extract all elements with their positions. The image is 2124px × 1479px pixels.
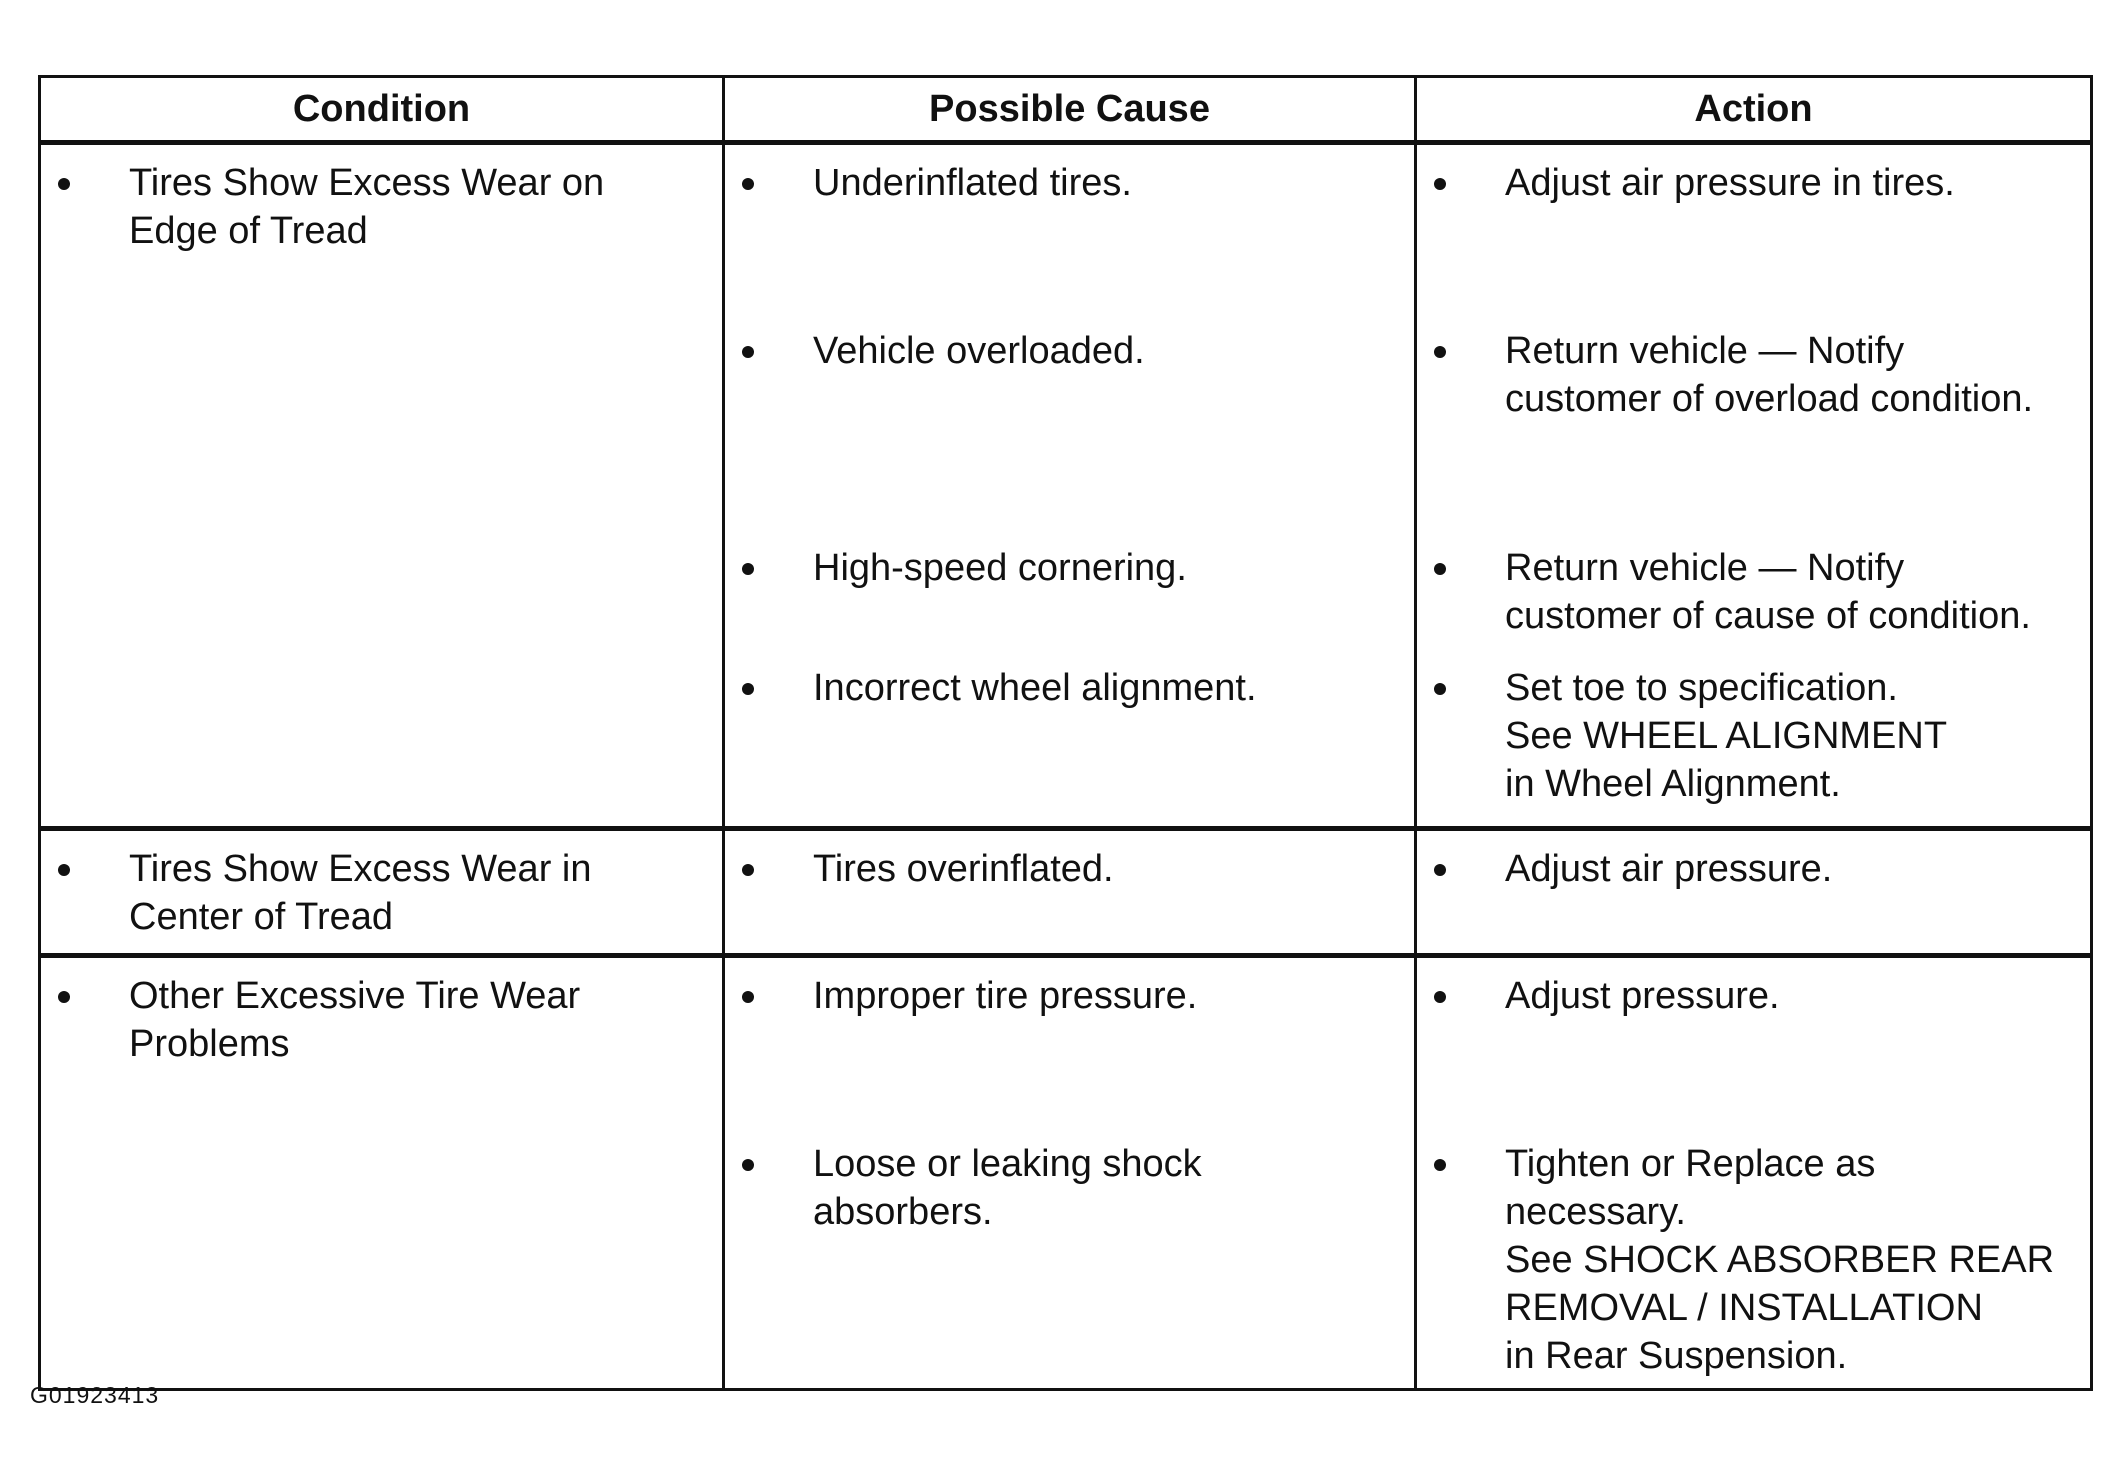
action-text: customer of cause of condition. — [1505, 595, 2031, 637]
cause-item — [725, 1140, 1406, 1376]
condition-text: Center of Tread — [129, 896, 394, 938]
action-text: Set toe to specification. — [1505, 667, 1898, 709]
bullet-icon — [1434, 683, 1446, 695]
action-text: See WHEEL ALIGNMENT — [1505, 715, 1948, 757]
cause-item — [725, 664, 1406, 814]
table-row — [40, 143, 2092, 829]
condition-cell — [40, 956, 724, 1390]
cause-text: Vehicle overloaded. — [813, 330, 1145, 372]
action-item — [1417, 544, 2082, 664]
action-text: customer of overload condition. — [1505, 378, 2034, 420]
action-text: in Wheel Alignment. — [1505, 763, 1841, 805]
action-item — [1417, 159, 2082, 327]
cause-text: Tires overinflated. — [813, 848, 1114, 890]
action-text: Tighten or Replace as — [1505, 1143, 1876, 1185]
action-text: Adjust air pressure. — [1505, 848, 1833, 890]
bullet-icon — [742, 563, 754, 575]
condition-cell — [40, 143, 724, 829]
condition-text: Tires Show Excess Wear in — [129, 848, 592, 890]
cause-text: Loose or leaking shock — [813, 1143, 1202, 1185]
action-cell — [1416, 829, 2092, 956]
table-row — [40, 956, 2092, 1390]
cause-item — [725, 544, 1406, 664]
table-row — [40, 829, 2092, 956]
condition-text: Other Excessive Tire Wear — [129, 975, 581, 1017]
cause-cell — [724, 829, 1416, 956]
action-text: Adjust pressure. — [1505, 975, 1780, 1017]
bullet-icon — [1434, 864, 1446, 876]
action-text: Adjust air pressure in tires. — [1505, 162, 1955, 204]
bullet-icon — [742, 864, 754, 876]
bullet-icon — [742, 991, 754, 1003]
cause-item — [725, 972, 1406, 1140]
action-text: Return vehicle — Notify — [1505, 330, 1905, 372]
action-text: See SHOCK ABSORBER REAR — [1505, 1239, 2055, 1281]
header-row — [40, 77, 2092, 143]
action-item — [1417, 327, 2082, 544]
cause-cell — [724, 956, 1416, 1390]
bullet-icon — [58, 991, 70, 1003]
bullet-icon — [1434, 178, 1446, 190]
action-text: Return vehicle — Notify — [1505, 547, 1905, 589]
bullet-icon — [1434, 991, 1446, 1003]
bullet-icon — [742, 346, 754, 358]
action-cell — [1416, 143, 2092, 829]
cause-item — [725, 845, 1406, 941]
figure-id-label: G01923413 — [30, 1382, 160, 1408]
bullet-icon — [58, 864, 70, 876]
bullet-icon — [1434, 563, 1446, 575]
condition-item — [41, 159, 714, 255]
bullet-icon — [1434, 346, 1446, 358]
cause-text: Improper tire pressure. — [813, 975, 1198, 1017]
action-item — [1417, 1140, 2082, 1376]
action-header: Action — [1416, 77, 2092, 143]
cause-text: absorbers. — [813, 1191, 993, 1233]
condition-text: Problems — [129, 1023, 290, 1065]
condition-cell — [40, 829, 724, 956]
bullet-icon — [742, 178, 754, 190]
condition-item — [41, 845, 714, 941]
cause-text: Incorrect wheel alignment. — [813, 667, 1257, 709]
condition-item — [41, 972, 714, 1068]
tire-wear-diagnosis-table — [38, 75, 2093, 1391]
action-cell — [1416, 956, 2092, 1390]
cause-cell — [724, 143, 1416, 829]
action-item — [1417, 664, 2082, 814]
action-item — [1417, 845, 2082, 941]
condition-text: Tires Show Excess Wear on — [129, 162, 605, 204]
cause-item — [725, 327, 1406, 544]
action-text: in Rear Suspension. — [1505, 1335, 1848, 1377]
action-text: necessary. — [1505, 1191, 1686, 1233]
condition-header: Condition — [40, 77, 724, 143]
cause-text: Underinflated tires. — [813, 162, 1132, 204]
cause-text: High-speed cornering. — [813, 547, 1187, 589]
bullet-icon — [1434, 1159, 1446, 1171]
action-item — [1417, 972, 2082, 1140]
possible-cause-header: Possible Cause — [724, 77, 1416, 143]
bullet-icon — [742, 1159, 754, 1171]
action-text: REMOVAL / INSTALLATION — [1505, 1287, 1983, 1329]
cause-item — [725, 159, 1406, 327]
condition-text: Edge of Tread — [129, 210, 368, 252]
bullet-icon — [58, 178, 70, 190]
bullet-icon — [742, 683, 754, 695]
